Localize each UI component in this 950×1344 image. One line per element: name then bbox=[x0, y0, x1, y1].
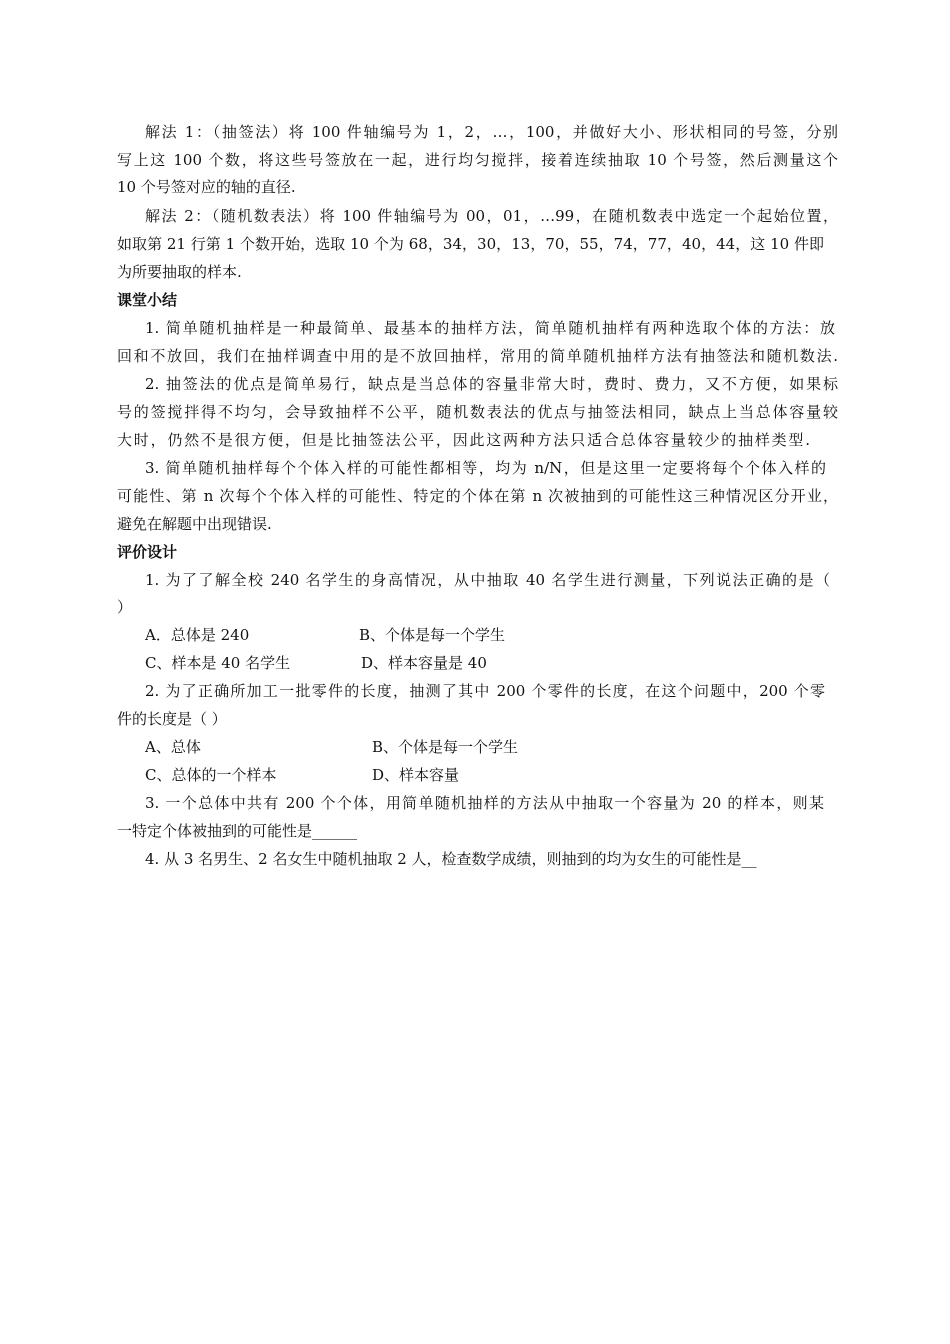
question1-option-b: B、个体是每一个学生 bbox=[359, 626, 506, 644]
solution2-line1: 解法 2：（随机数表法）将 100 件轴编号为 00，01，…99，在随机数表中选定一个起始位置， bbox=[145, 207, 838, 225]
question1-line2: ） bbox=[117, 598, 133, 616]
question2-line2: 件的长度是（ ） bbox=[117, 710, 227, 728]
summary-heading: 课堂小结 bbox=[117, 291, 178, 309]
question3-line2: 一特定个体被抽到的可能性是______ bbox=[117, 822, 358, 840]
question2-option-d: D、样本容量 bbox=[372, 766, 460, 784]
question3-line1: 3. 一个总体中共有 200 个个体，用简单随机抽样的方法从中抽取一个容量为 20 的样本，则某 bbox=[145, 794, 824, 812]
question1-option-d: D、样本容量是 40 bbox=[361, 654, 487, 672]
summary-p1-line1: 1. 简单随机抽样是一种最简单、最基本的抽样方法，简单随机抽样有两种选取个体的方法：放 bbox=[145, 319, 835, 337]
summary-p1-line2: 回和不放回，我们在抽样调查中用的是不放回抽样，常用的简单随机抽样方法有抽签法和随机数法. bbox=[117, 347, 838, 365]
solution1-line2: 写上这 100 个数，将这些号签放在一起，进行均匀搅拌，接着连续抽取 10 个号签，然后测量这个 bbox=[117, 151, 838, 169]
solution2-line3: 为所要抽取的样本. bbox=[117, 263, 242, 281]
evaluation-heading: 评价设计 bbox=[117, 543, 178, 561]
summary-p2-line1: 2. 抽签法的优点是简单易行，缺点是当总体的容量非常大时，费时、费力，又不方便，如果标 bbox=[145, 375, 838, 393]
question1-option-c: C、样本是 40 名学生 bbox=[145, 654, 291, 672]
question2-line1: 2. 为了正确所加工一批零件的长度，抽测了其中 200 个零件的长度，在这个问题中，200 个零 bbox=[145, 682, 825, 700]
solution2-line2: 如取第 21 行第 1 个数开始，选取 10 个为 68，34，30，13，70，55，74，77，40，44，这 10 件即 bbox=[117, 235, 824, 253]
summary-p3-line2: 可能性、第 n 次每个个体入样的可能性、特定的个体在第 n 次被抽到的可能性这三种情况区分开业， bbox=[117, 487, 838, 505]
question4-line1: 4. 从 3 名男生、2 名女生中随机抽取 2 人，检查数学成绩，则抽到的均为女生的可能性是__ bbox=[145, 850, 757, 868]
solution1-line1: 解法 1：（抽签法）将 100 件轴编号为 1，2，…，100，并做好大小、形状相同的号签，分别 bbox=[145, 123, 838, 141]
question1-line1: 1. 为了了解全校 240 名学生的身高情况，从中抽取 40 名学生进行测量，下列说法正确的是（ bbox=[145, 571, 830, 589]
question2-option-c: C、总体的一个样本 bbox=[145, 766, 277, 784]
summary-p2-line2: 号的签搅拌得不均匀，会导致抽样不公平，随机数表法的优点与抽签法相同，缺点上当总体容量较 bbox=[117, 403, 838, 421]
question1-option-a: A．总体是 240 bbox=[145, 626, 250, 644]
summary-p2-line3: 大时，仍然不是很方便，但是比抽签法公平，因此这两种方法只适合总体容量较少的抽样类型. bbox=[117, 431, 810, 449]
question2-option-b: B、个体是每一个学生 bbox=[372, 738, 519, 756]
question2-option-a: A、总体 bbox=[145, 738, 201, 756]
summary-p3-line3: 避免在解题中出现错误. bbox=[117, 515, 272, 533]
solution1-line3: 10 个号签对应的轴的直径. bbox=[117, 178, 296, 196]
summary-p3-line1: 3. 简单随机抽样每个个体入样的可能性都相等，均为 n/N，但是这里一定要将每个个体入样的 bbox=[145, 459, 826, 477]
